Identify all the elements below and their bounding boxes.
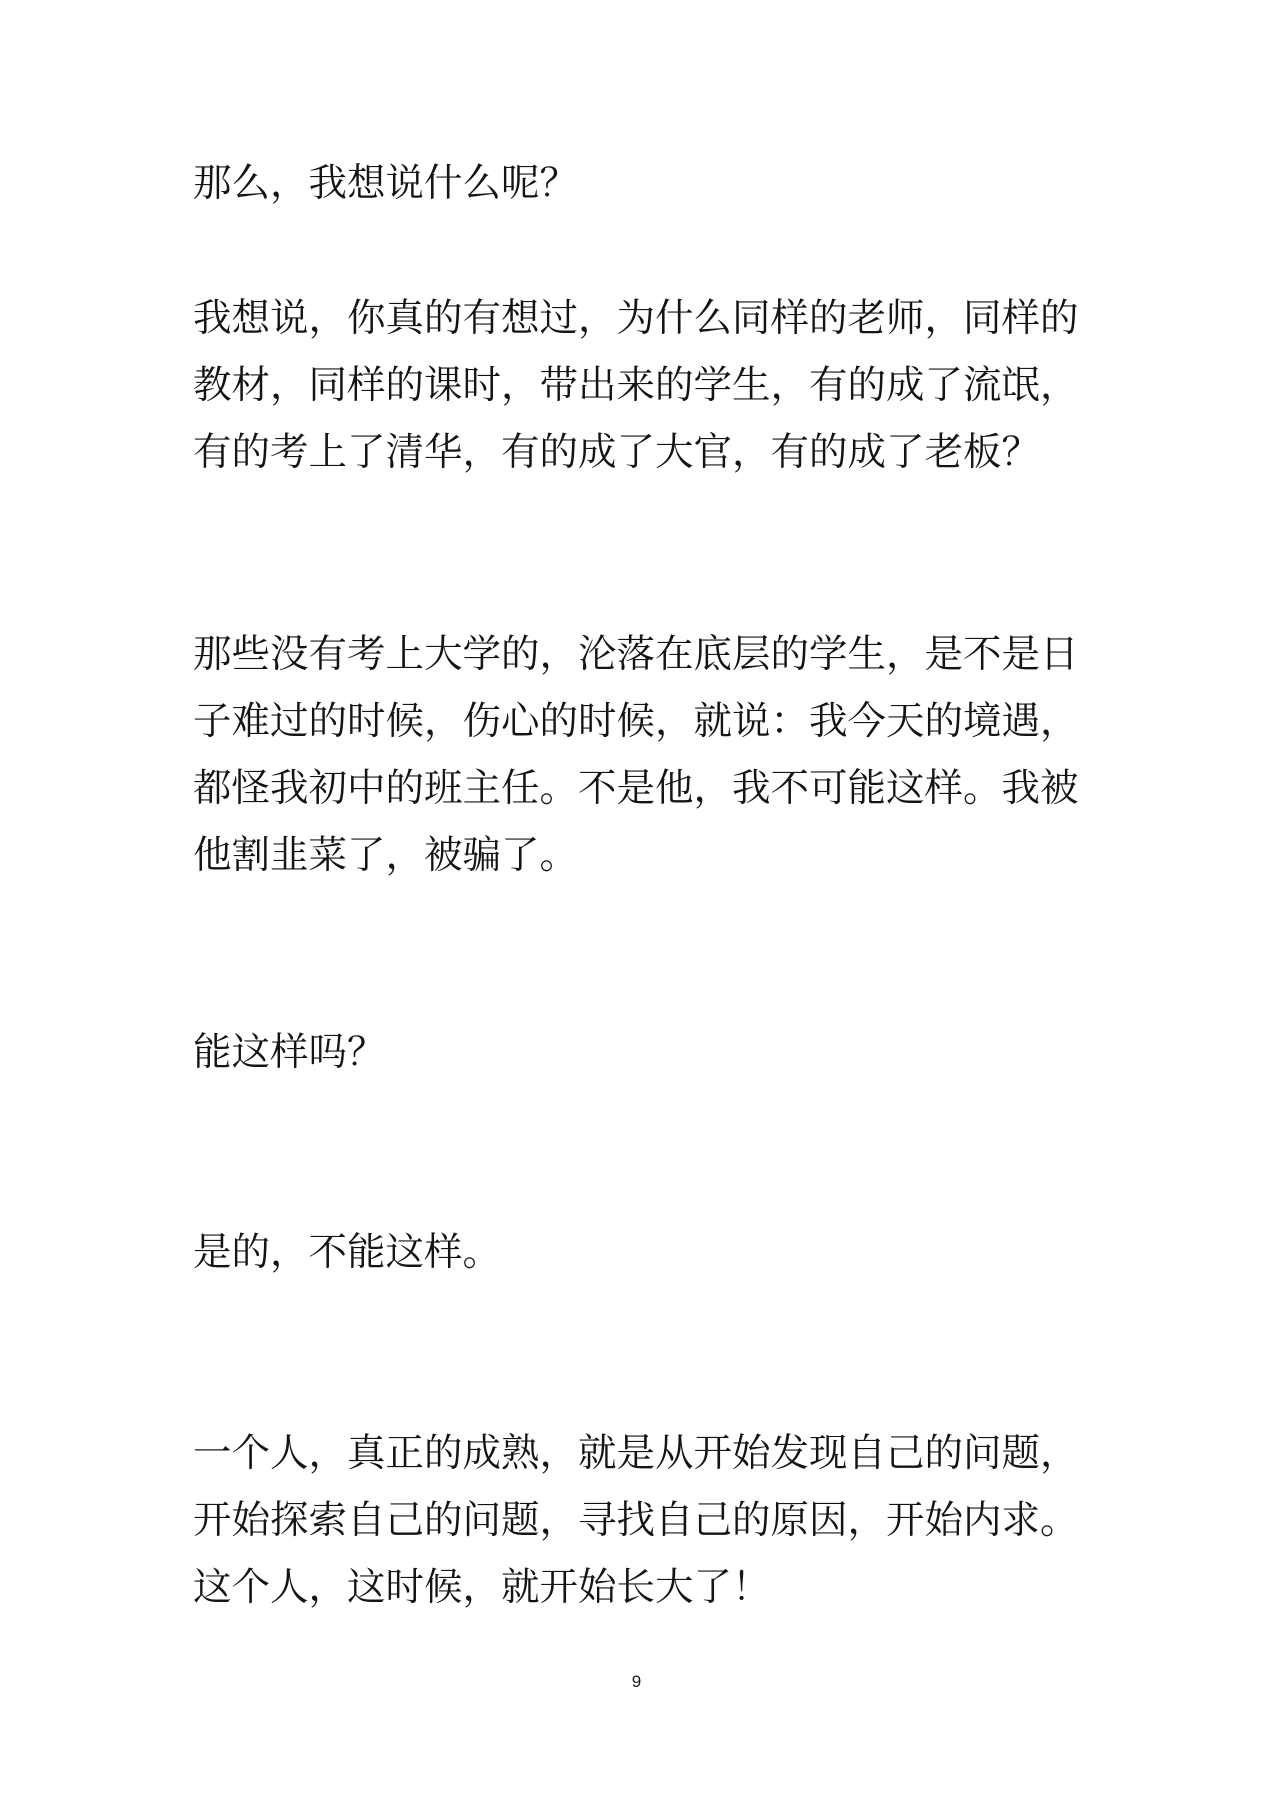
paragraph (193, 1219, 1093, 1286)
text-line: 这个人，这时候，就开始长大了！ (193, 1565, 771, 1610)
text-line: 有的考上了清华，有的成了大官，有的成了老板？ (193, 430, 1041, 475)
paragraph (193, 150, 1093, 217)
paragraph (193, 285, 1093, 486)
paragraph (193, 1420, 1093, 1621)
text-line: 教材，同样的课时，带出来的学生，有的成了流氓， (193, 363, 1079, 408)
text-line: 是的，不能这样。 (193, 1230, 502, 1275)
text-line: 能这样吗？ (193, 1030, 386, 1075)
paragraph (193, 1019, 1093, 1086)
text-line: 一个人，真正的成熟，就是从开始发现自己的问题， (193, 1431, 1079, 1476)
page-number: 9 (631, 1672, 642, 1691)
text-line: 那么，我想说什么呢？ (193, 161, 579, 206)
text-line: 开始探索自己的问题，寻找自己的原因，开始内求。 (193, 1498, 1079, 1543)
text-line: 我想说，你真的有想过，为什么同样的老师，同样的 (193, 296, 1079, 341)
text-line: 都怪我初中的班主任。不是他，我不可能这样。我被 (193, 766, 1079, 811)
text-line: 子难过的时候，伤心的时候，就说：我今天的境遇， (193, 699, 1079, 744)
text-line: 那些没有考上大学的，沦落在底层的学生，是不是日 (193, 632, 1079, 677)
text-line: 他割韭菜了，被骗了。 (193, 833, 579, 878)
paragraph (193, 621, 1093, 889)
